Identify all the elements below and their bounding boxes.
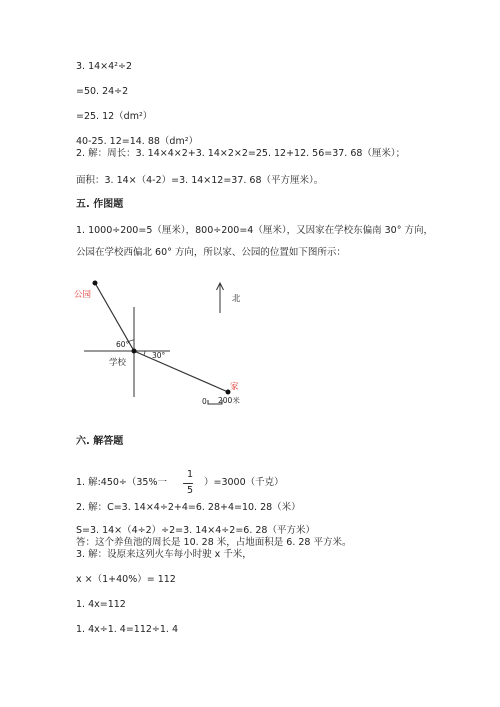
line-9-start: 1. 解:450÷（35%一 [76, 477, 167, 488]
line-3: =25. 12（dm²） [76, 111, 153, 122]
line-15: 1. 4x=112 [76, 599, 126, 610]
line-2: =50. 24÷2 [76, 86, 129, 97]
line-13: 3. 解：设原来这列火车每小时驶 x 千米， [76, 549, 252, 560]
scale-zero-label: 0 [202, 397, 207, 406]
line-8: 公园在学校西偏北 60° 方向，所以家、公园的位置如下图所示： [76, 247, 346, 258]
fraction-bar [183, 483, 193, 484]
angle-30-arc [144, 351, 145, 355]
section-heading-6: 六. 解答题 [76, 436, 124, 447]
park-label: 公园 [74, 290, 92, 300]
line-14: x ×（1+40%）= 112 [76, 574, 176, 585]
angle-30-label: 30° [152, 351, 166, 360]
school-point [132, 349, 137, 354]
line-6: 面积：3. 14×（4-2）=3. 14×12=37. 68（平方厘米）。 [76, 175, 324, 186]
home-label: 家 [230, 382, 239, 392]
line-16: 1. 4x÷1. 4=112÷1. 4 [76, 624, 179, 635]
line-7: 1. 1000÷200=5（厘米），800÷200=4（厘米），又因家在学校东偏南 30° 方向， [76, 225, 433, 236]
line-4: 40-25. 12=14. 88（dm²） [76, 136, 199, 147]
fraction-numerator: 1 [186, 469, 194, 480]
line-9-end: ）=3000（千克） [204, 477, 284, 488]
section-heading-5: 五. 作图题 [76, 199, 124, 210]
line-1: 3. 14×4²÷2 [76, 61, 132, 72]
school-label: 学校 [109, 358, 127, 368]
scale-label: 200米 [218, 396, 240, 405]
fraction-denominator: 5 [186, 485, 194, 496]
line-5: 2. 解：周长：3. 14×4×2+3. 14×2×2=25. 12+12. 56=37. 68（厘米）； [76, 148, 406, 159]
north-label: 北 [232, 294, 241, 304]
line-12: 答：这个养鱼池的周长是 10. 28 米，占地面积是 6. 28 平方米。 [76, 537, 352, 548]
line-11: S=3. 14×（4÷2）÷2=3. 14×4÷2=6. 28（平方米） [76, 525, 315, 536]
line-10: 2. 解：C=3. 14×4÷2+4=6. 28+4=10. 28（米） [76, 502, 301, 513]
home-line [134, 351, 228, 392]
angle-60-label: 60° [116, 340, 130, 349]
park-point [93, 281, 98, 286]
